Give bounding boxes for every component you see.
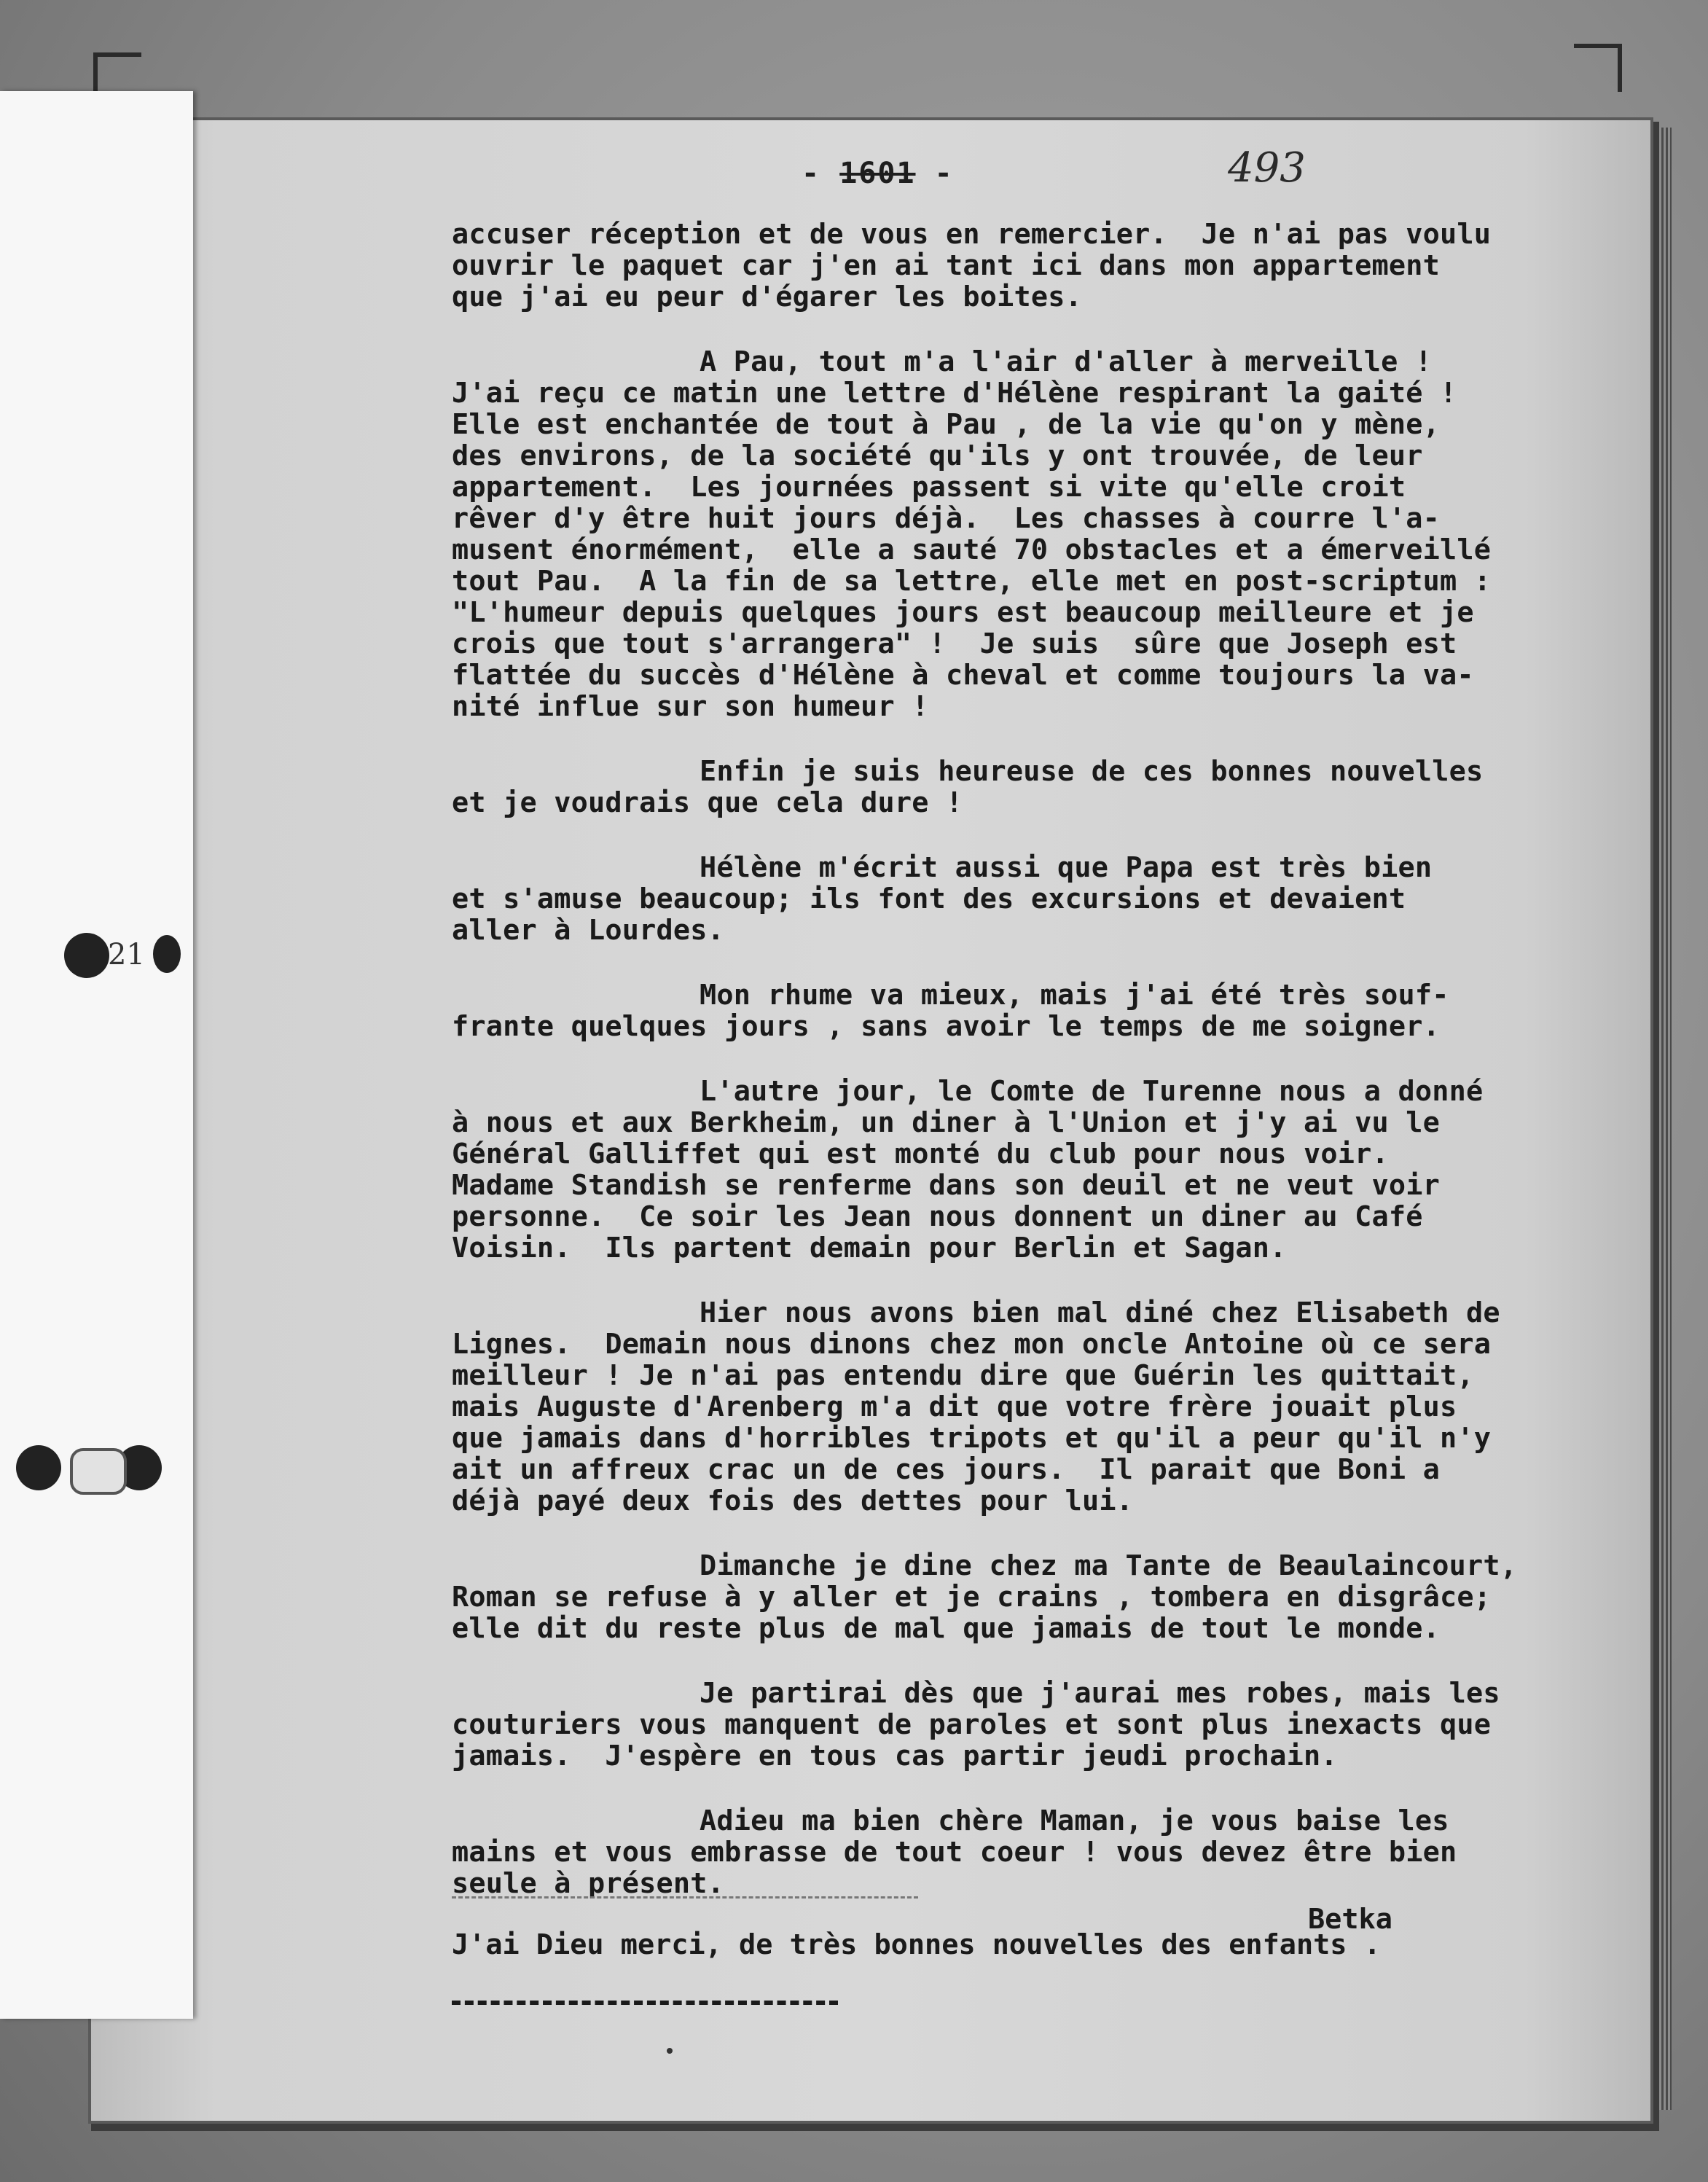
paragraph-gap bbox=[452, 1042, 1618, 1076]
binder-ring bbox=[70, 1448, 127, 1495]
paragraph bbox=[452, 756, 1618, 818]
text-line: mains et vous embrasse de tout coeur ! vous devez être bien bbox=[452, 1836, 1457, 1869]
text-line: Dimanche je dine chez ma Tante de Beaulaincourt, bbox=[700, 1549, 1518, 1582]
text-line: aller à Lourdes. bbox=[452, 914, 725, 947]
paragraph bbox=[452, 1678, 1618, 1772]
paragraph-gap bbox=[452, 313, 1618, 346]
paragraph bbox=[452, 1297, 1618, 1517]
paragraph bbox=[452, 1076, 1618, 1264]
text-line: Elle est enchantée de tout à Pau , de la vie qu'on y mène, bbox=[452, 408, 1440, 441]
page-header bbox=[802, 157, 954, 190]
text-line: "L'humeur depuis quelques jours est beaucoup meilleure et je bbox=[452, 596, 1474, 629]
text-line: meilleur ! Je n'ai pas entendu dire que Guérin les quittait, bbox=[452, 1359, 1474, 1392]
paragraph-gap bbox=[452, 946, 1618, 979]
text-line: crois que tout s'arrangera" ! Je suis sûre que Joseph est bbox=[452, 627, 1457, 660]
text-line: frante quelques jours , sans avoir le temps de me soigner. bbox=[452, 1010, 1440, 1043]
punch-hole bbox=[16, 1445, 61, 1490]
text-line: accuser réception et de vous en remercier. Je n'ai pas voulu bbox=[452, 218, 1492, 251]
text-line: appartement. Les journées passent si vite qu'elle croit bbox=[452, 471, 1406, 504]
text-line: et je voudrais que cela dure ! bbox=[452, 786, 963, 819]
crop-mark-top-right bbox=[1574, 44, 1622, 92]
faint-divider bbox=[452, 1896, 918, 1899]
text-line: Général Galliffet qui est monté du club pour nous voir. bbox=[452, 1138, 1389, 1170]
text-line: des environs, de la société qu'ils y ont trouvée, de leur bbox=[452, 439, 1423, 472]
header-dash-right: - bbox=[934, 157, 954, 190]
text-line: musent énormément, elle a sauté 70 obstacles et a émerveillé bbox=[452, 533, 1492, 566]
text-line: rêver d'y être huit jours déjà. Les chasses à courre l'a- bbox=[452, 502, 1440, 535]
page-stack-edge bbox=[1653, 128, 1672, 2110]
postscript: J'ai Dieu merci, de très bonnes nouvelles des enfants . bbox=[452, 1928, 1381, 1961]
text-line: flattée du succès d'Hélène à cheval et comme toujours la va- bbox=[452, 659, 1474, 692]
header-dash-left: - bbox=[802, 157, 821, 190]
text-line: que j'ai eu peur d'égarer les boites. bbox=[452, 281, 1083, 313]
text-line: elle dit du reste plus de mal que jamais de tout le monde. bbox=[452, 1612, 1440, 1645]
closing-dashed-rule bbox=[452, 2001, 838, 2005]
text-line: Mon rhume va mieux, mais j'ai été très souf- bbox=[700, 979, 1449, 1012]
text-line: mais Auguste d'Arenberg m'a dit que votre frère jouait plus bbox=[452, 1391, 1457, 1423]
paragraph-gap bbox=[452, 722, 1618, 756]
text-line: Voisin. Ils partent demain pour Berlin et Sagan. bbox=[452, 1232, 1287, 1264]
text-line: et s'amuse beaucoup; ils font des excursions et devaient bbox=[452, 883, 1406, 915]
text-line: personne. Ce soir les Jean nous donnent un diner au Café bbox=[452, 1200, 1423, 1233]
struck-page-number: 1601 bbox=[839, 157, 916, 190]
paragraph bbox=[452, 1805, 1618, 1899]
text-line: J'ai reçu ce matin une lettre d'Hélène respirant la gaité ! bbox=[452, 377, 1457, 410]
letter-body bbox=[452, 219, 1618, 1899]
text-line: ait un affreux crac un de ces jours. Il parait que Boni a bbox=[452, 1453, 1440, 1486]
binder-handwritten-mark: 21 bbox=[108, 938, 145, 971]
text-line: A Pau, tout m'a l'air d'aller à merveille ! bbox=[700, 345, 1433, 378]
paragraph bbox=[452, 852, 1618, 946]
handwritten-page-number: 493 bbox=[1228, 144, 1306, 192]
paragraph-gap bbox=[452, 1644, 1618, 1678]
paragraph bbox=[452, 346, 1618, 722]
signature: Betka bbox=[1308, 1903, 1392, 1936]
punch-hole bbox=[153, 935, 181, 973]
binder-page bbox=[0, 91, 193, 2019]
paragraph bbox=[452, 219, 1618, 313]
paragraph-gap bbox=[452, 1264, 1618, 1297]
text-line: que jamais dans d'horribles tripots et qu'il a peur qu'il n'y bbox=[452, 1422, 1492, 1455]
text-line: Madame Standish se renferme dans son deuil et ne veut voir bbox=[452, 1169, 1440, 1202]
text-line: couturiers vous manquent de paroles et sont plus inexacts que bbox=[452, 1708, 1492, 1741]
punch-hole bbox=[64, 933, 109, 978]
text-line: Lignes. Demain nous dinons chez mon oncle Antoine où ce sera bbox=[452, 1328, 1492, 1361]
text-line: Hélène m'écrit aussi que Papa est très bien bbox=[700, 851, 1433, 884]
paragraph bbox=[452, 1550, 1618, 1644]
text-line: Adieu ma bien chère Maman, je vous baise les bbox=[700, 1804, 1449, 1837]
paragraph-gap bbox=[452, 1772, 1618, 1805]
text-line: jamais. J'espère en tous cas partir jeudi prochain. bbox=[452, 1740, 1338, 1772]
text-line: à nous et aux Berkheim, un diner à l'Union et j'y ai vu le bbox=[452, 1106, 1440, 1139]
text-line: L'autre jour, le Comte de Turenne nous a donné bbox=[700, 1075, 1484, 1108]
text-line: nité influe sur son humeur ! bbox=[452, 690, 929, 723]
text-line: Enfin je suis heureuse de ces bonnes nouvelles bbox=[700, 755, 1484, 788]
text-line: déjà payé deux fois des dettes pour lui. bbox=[452, 1485, 1134, 1517]
text-line: ouvrir le paquet car j'en ai tant ici dans mon appartement bbox=[452, 249, 1440, 282]
text-line: seule à présent. bbox=[452, 1867, 725, 1900]
text-line: tout Pau. A la fin de sa lettre, elle met en post-scriptum : bbox=[452, 565, 1492, 598]
paragraph-gap bbox=[452, 1517, 1618, 1550]
paragraph-gap bbox=[452, 818, 1618, 852]
paragraph bbox=[452, 979, 1618, 1042]
stray-dot bbox=[667, 2048, 673, 2054]
text-line: Roman se refuse à y aller et je crains , tombera en disgrâce; bbox=[452, 1581, 1492, 1614]
text-line: Hier nous avons bien mal diné chez Elisabeth de bbox=[700, 1297, 1500, 1329]
text-line: Je partirai dès que j'aurai mes robes, mais les bbox=[700, 1677, 1500, 1710]
